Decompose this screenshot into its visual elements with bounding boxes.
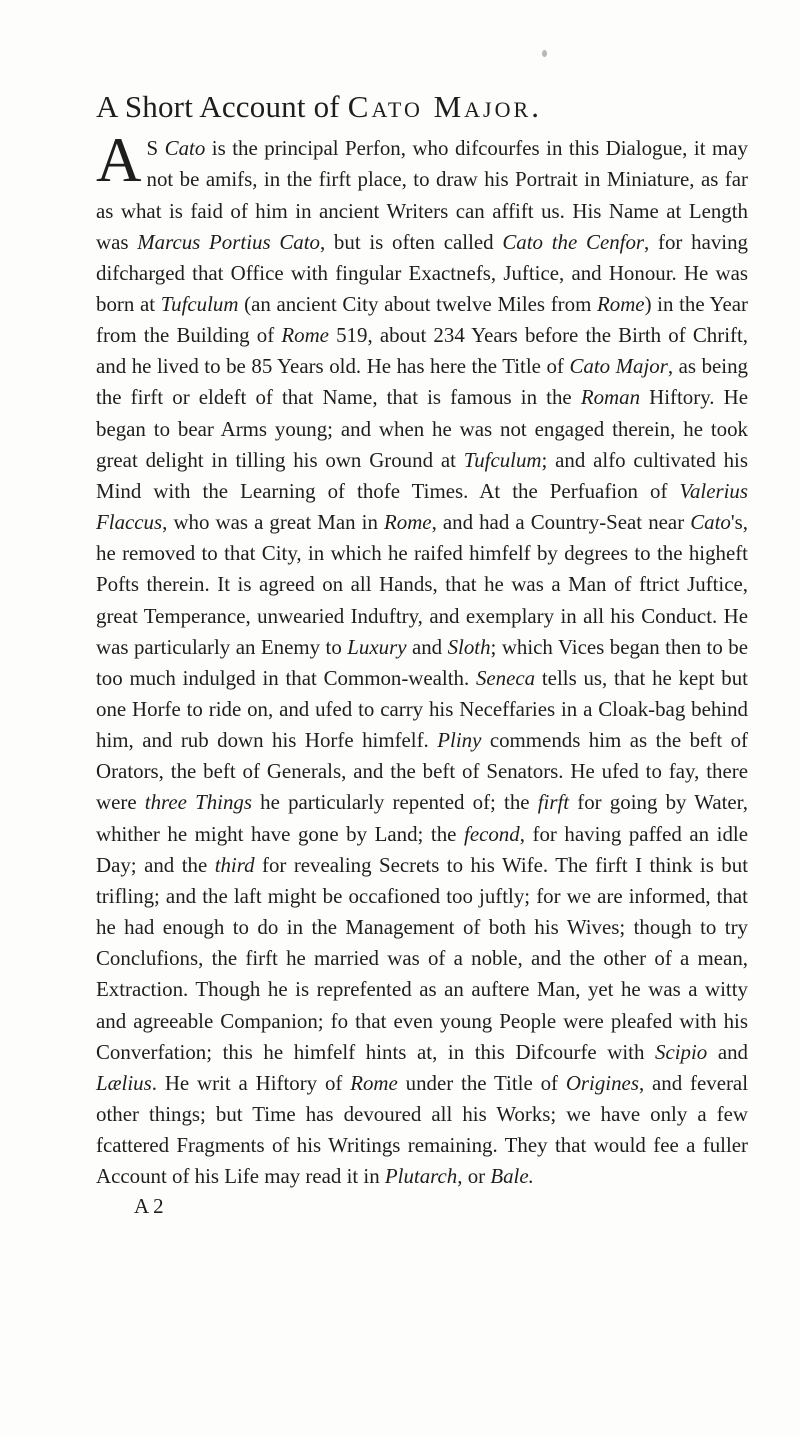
italic-text: Cato Major — [569, 354, 668, 379]
italic-text: Plutarch — [384, 1164, 458, 1189]
text-run: tells us, that he kept but one Horfe to ride on, and ufed to carry his Neceffaries in a Cloak-bag behind him, and rub down his Horfe himfelf. — [96, 665, 748, 753]
text-run: he particularly repented of; the — [252, 790, 538, 815]
title-lead: A Short Account of — [96, 89, 348, 124]
page-footer — [96, 1193, 748, 1233]
text-run: S — [146, 136, 165, 161]
text-run: . He writ a Hiftory of — [151, 1070, 351, 1095]
title-name: Cato Major — [347, 89, 532, 124]
text-run: , for having paffed an idle Day; and the — [96, 821, 748, 877]
text-run: 519, about 234 Years before the Birth of Chrift, and he lived to be 85 Years old. He has here the Title of — [96, 323, 748, 379]
text-run: , for having difcharged that Office with fingular Exactnefs, Juftice, and Honour. He was born at — [96, 229, 748, 316]
italic-text: Tufculum — [463, 447, 542, 472]
italic-text: Scipio — [655, 1039, 708, 1064]
italic-text: Seneca — [475, 665, 536, 690]
text-run: , or — [457, 1164, 491, 1189]
text-run: and — [406, 634, 448, 659]
italic-text: Roman — [580, 385, 641, 410]
text-run: for going by Water, whither he might have gone by Land; the — [96, 790, 749, 846]
italic-text: Cato — [164, 136, 206, 161]
italic-text: Origines — [565, 1070, 639, 1095]
text-run: , but is often called — [319, 229, 503, 254]
italic-text: Cato the Cenfor — [502, 229, 645, 254]
italic-text: Rome — [596, 291, 645, 316]
ink-speck — [542, 50, 547, 57]
italic-text: Cato — [690, 510, 731, 535]
italic-text: firft — [537, 790, 570, 815]
italic-text: Lælius — [96, 1070, 152, 1095]
text-run: 's, he removed to that City, in which he raifed himfelf by degrees to the higheft Pofts therein. It is agreed on all Hands, that he was a Man of ftrict Juftice, great Temperance, unwearied Induftry, and exemplary in all his Conduct. He was particularly an Enemy to — [96, 510, 748, 659]
body-paragraph — [96, 125, 749, 1192]
text-run: Hiftory. He began to bear Arms young; and when he was not engaged therein, he took great delight in tilling his own Ground at — [96, 385, 748, 472]
text-run: , and feveral other things; but Time has devoured all his Works; we have only a few fcattered Fragments of his Writings remaining. They that would fee a fuller Account of his Life may read it in — [96, 1070, 749, 1189]
text-run: , as being the firft or eldeft of that Name, that is famous in the — [96, 354, 749, 410]
italic-text: Valerius Flaccus — [96, 478, 748, 535]
text-run: and — [707, 1039, 749, 1064]
italic-text: third — [214, 852, 255, 877]
italic-text: Sloth — [447, 634, 491, 659]
italic-text: Pliny — [437, 728, 482, 753]
text-run: ) in the Year from the Building of — [96, 291, 748, 348]
drop-cap: A — [96, 125, 142, 196]
page-title — [96, 0, 748, 125]
italic-text: Marcus Portius Cato — [137, 229, 320, 254]
text-run: , who was a great Man in — [162, 510, 384, 535]
text-run: under the Title of — [397, 1070, 566, 1095]
text-run: , and had a Country-Seat near — [431, 510, 691, 535]
italic-text: Bale. — [490, 1164, 534, 1189]
italic-text: Tufculum — [160, 291, 239, 316]
text-run: ; which Vices began then to be too much indulged in that Common-wealth. — [96, 634, 748, 690]
text-run: for revealing Secrets to his Wife. The firft I think is but trifling; and the laft might be occafioned too juftly; for we are informed, that he had enough to do in the Management of both his Wives; though to try Conclufions, the firft he married was of a noble, and the other of a mean, Extraction. Though he is reprefented as an auftere Man, yet he was a witty and agreeable Companion; fo that even young People were pleafed with his Converfation; this he himfelf hints at, in this Difcourfe with — [96, 852, 748, 1064]
text-run: ; and alfo cultivated his Mind with the Learning of thofe Times. At the Perfuafion of — [96, 447, 748, 503]
italic-text: three Things — [144, 790, 252, 815]
italic-text: Rome — [281, 323, 329, 348]
italic-text: Rome — [383, 510, 432, 535]
title-tail: . — [531, 89, 540, 124]
text-run: commends him as the beft of Orators, the beft of Generals, and the beft of Senators. He ufed to fay, there were — [96, 728, 748, 815]
italic-text: fecond — [464, 821, 520, 846]
italic-text: Luxury — [347, 634, 407, 659]
signature-mark: A 2 — [134, 1193, 164, 1218]
text-run: (an ancient City about twelve Miles from — [238, 291, 597, 316]
text-run: is the principal Perfon, who difcourfes in this Dialogue, it may not be amifs, in the firft place, to draw his Portrait in Miniature, as far as what is faid of him in ancient Writers can affift us. His Name at Length was — [96, 136, 749, 254]
italic-text: Rome — [350, 1070, 398, 1095]
